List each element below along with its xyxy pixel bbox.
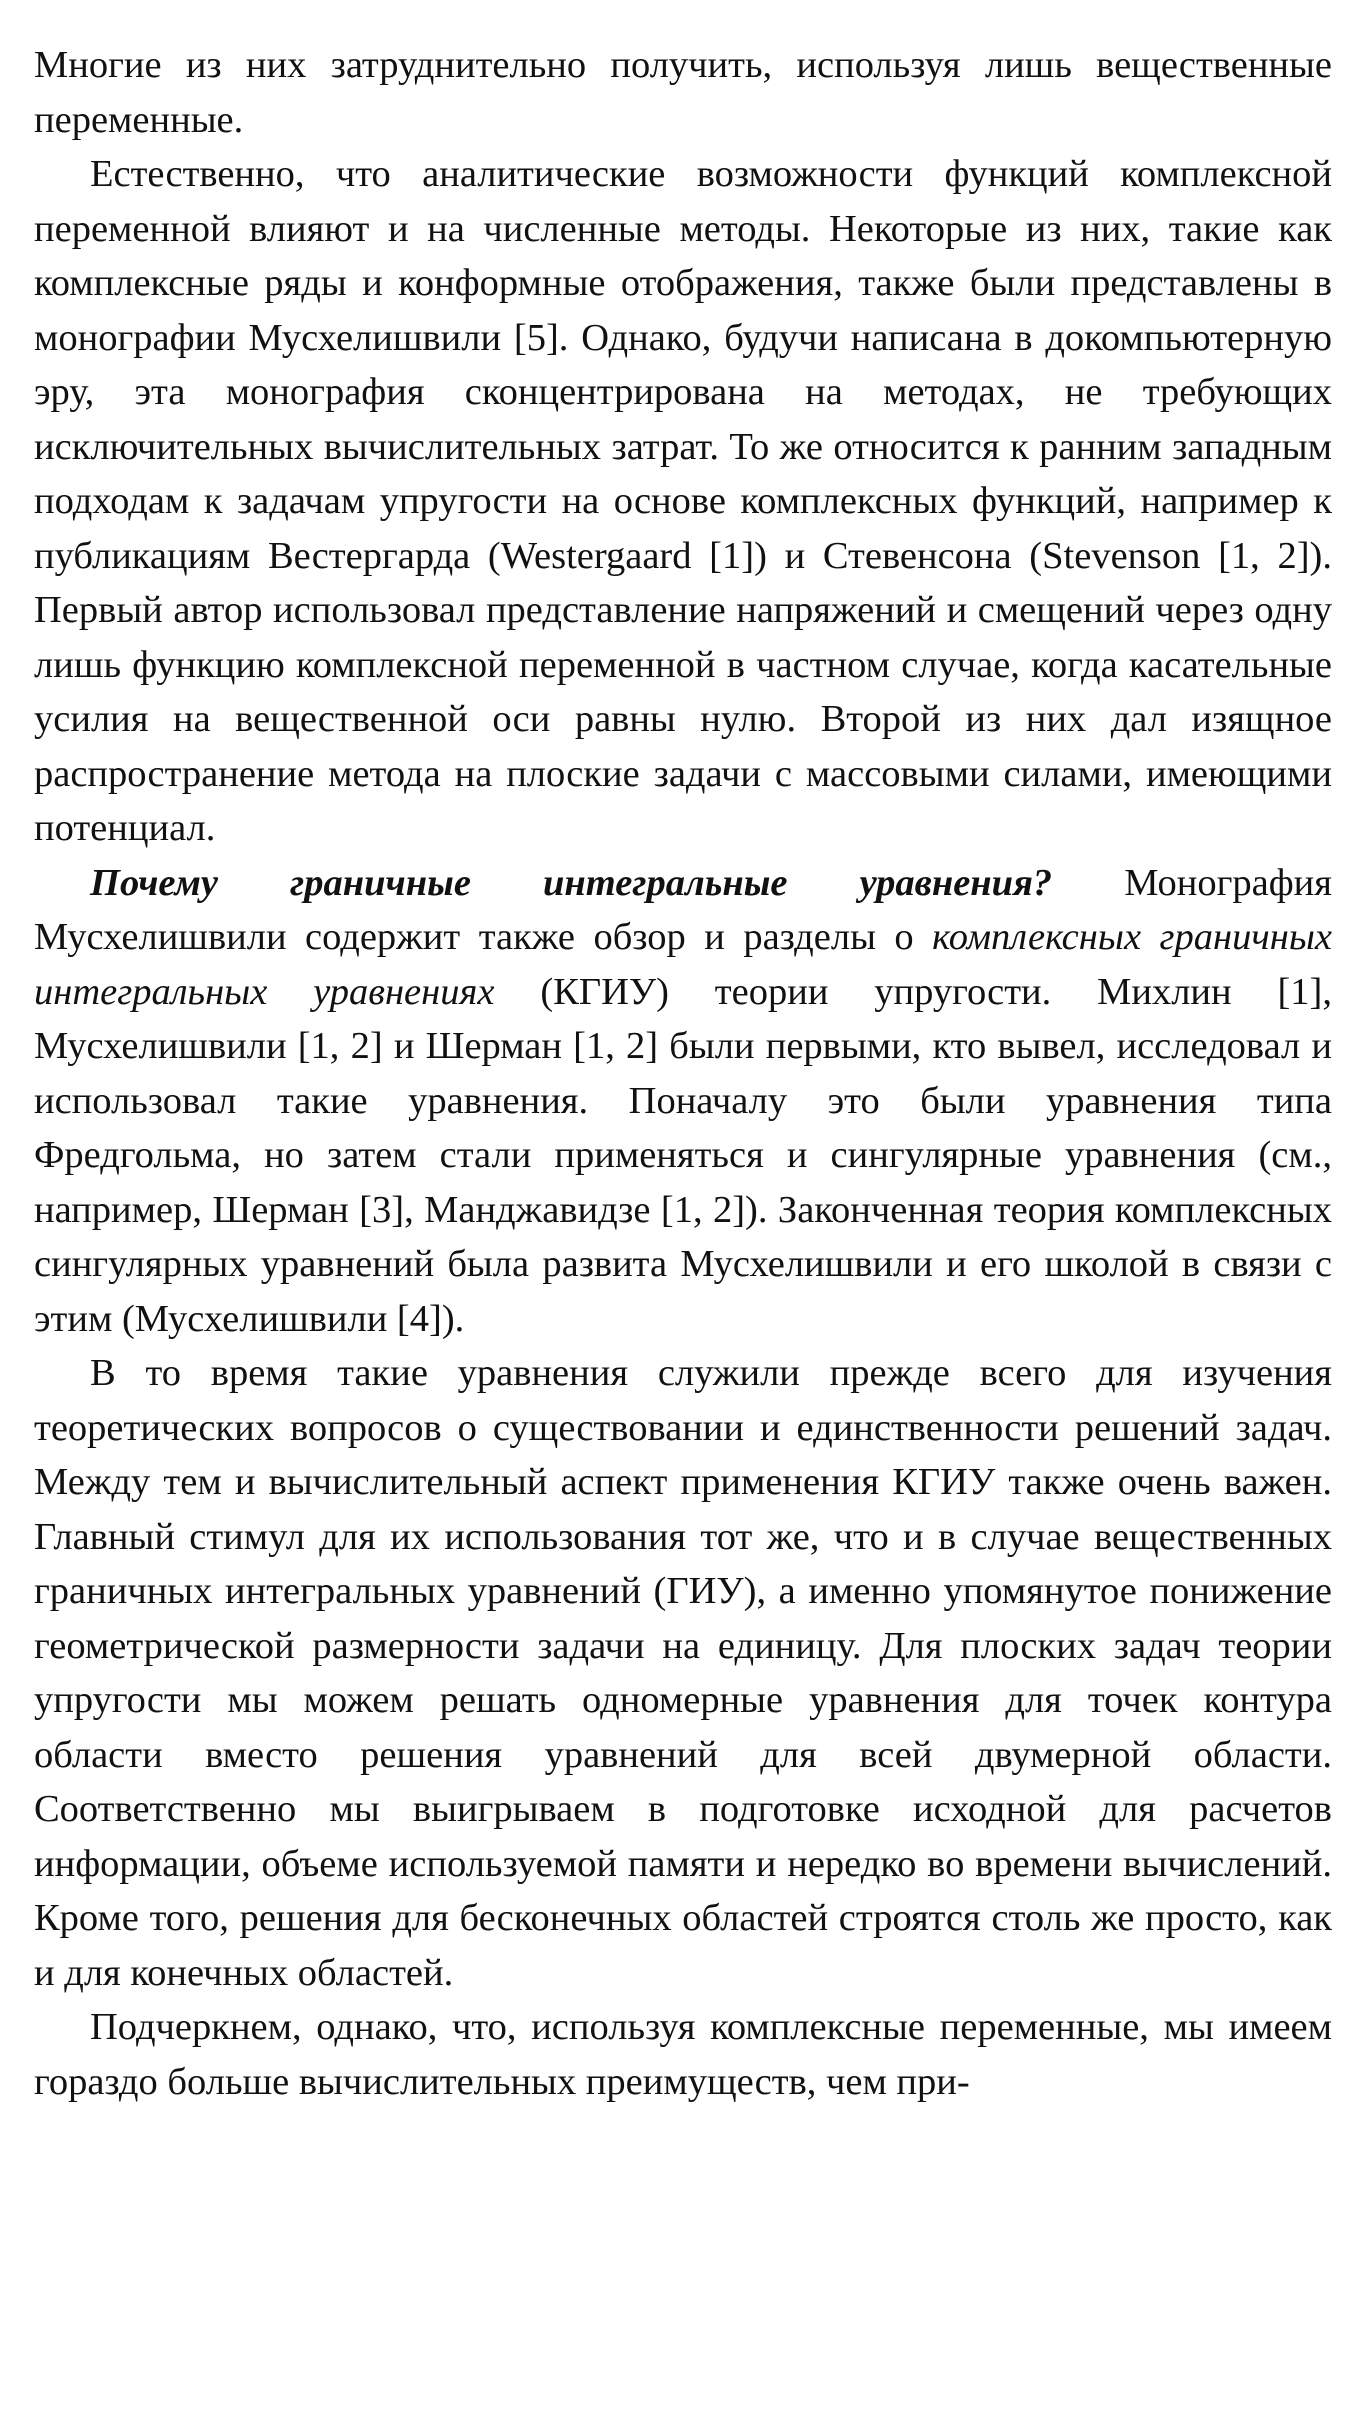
paragraph-why-bie [34,856,1332,1347]
paragraph-analytic-capabilities: Естественно, что аналитические возможности функций комплексной переменной влияют и на численные методы. Некоторые из них, такие как комплексные ряды и конформные отображения, также были представлены в монографии Мусхелишвили [5]. Однако, будучи написана в докомпьютерную эру, эта монография сконцентрирована на методах, не требующих исключительных вычислительных затрат. То же относится к ранним западным подходам к задачам упругости на основе комплексных функций, например к публикациям Вестергарда (Westergaard [1]) и Стевенсона (Stevenson [1, 2]). Первый автор использовал представление напряжений и смещений через одну лишь функцию комплексной переменной в частном случае, когда касательные усилия на вещественной оси равны нулю. Второй из них дал изящное распространение метода на плоские задачи с массовыми силами, имеющими потенциал. [34,153,1332,849]
section-run-in-heading: Почему граничные интегральные уравнения? [90,861,1053,904]
paragraph-computational-aspect: В то время такие уравнения служили прежде всего для изучения теоретических вопросов о существовании и единственности решений задач. Между тем и вычислительный аспект применения КГИУ также очень важен. Главный стимул для их использования тот же, что и в случае вещественных граничных интегральных уравнений (ГИУ), а именно упомянутое понижение геометрической размерности задачи на единицу. Для плоских задач теории упругости мы можем решать одномерные уравнения для точек контура области вместо решения уравнений для всей двумерной области. Соответственно мы выигрываем в подготовке исходной для расчетов информации, объеме используемой памяти и нередко во времени вычислений. Кроме того, решения для бесконечных областей строятся столь же просто, как и для конечных областей. [34,1352,1332,1994]
document-page [34,38,1332,2109]
paragraph-text-part: (КГИУ) теории упругости. Михлин [1], Мусхелишвили [1, 2] и Шерман [1, 2] были первыми, кто вывел, исследовал и использовал такие уравнения. Поначалу это были уравнения типа Фредгольма, но затем стали применяться и сингулярные уравнения (см., например, Шерман [3], Манджавидзе [1, 2]). Законченная теория комплексных сингулярных уравнений была развита Мусхелишвили и его школой в связи с этим (Мусхелишвили [4]). [34,970,1332,1340]
paragraph-complex-advantages: Подчеркнем, однако, что, используя комплексные переменные, мы имеем гораздо больше вычислительных преимуществ, чем при- [34,2006,1332,2103]
emphasized-term: комплексных граничных интегральных уравнениях [34,916,1333,1013]
paragraph-continuation: Многие из них затруднительно получить, используя лишь вещественные переменные. [34,44,1332,141]
paragraph-text-part: Монография Мусхелишвили содержит также обзор и разделы о [34,861,1332,958]
